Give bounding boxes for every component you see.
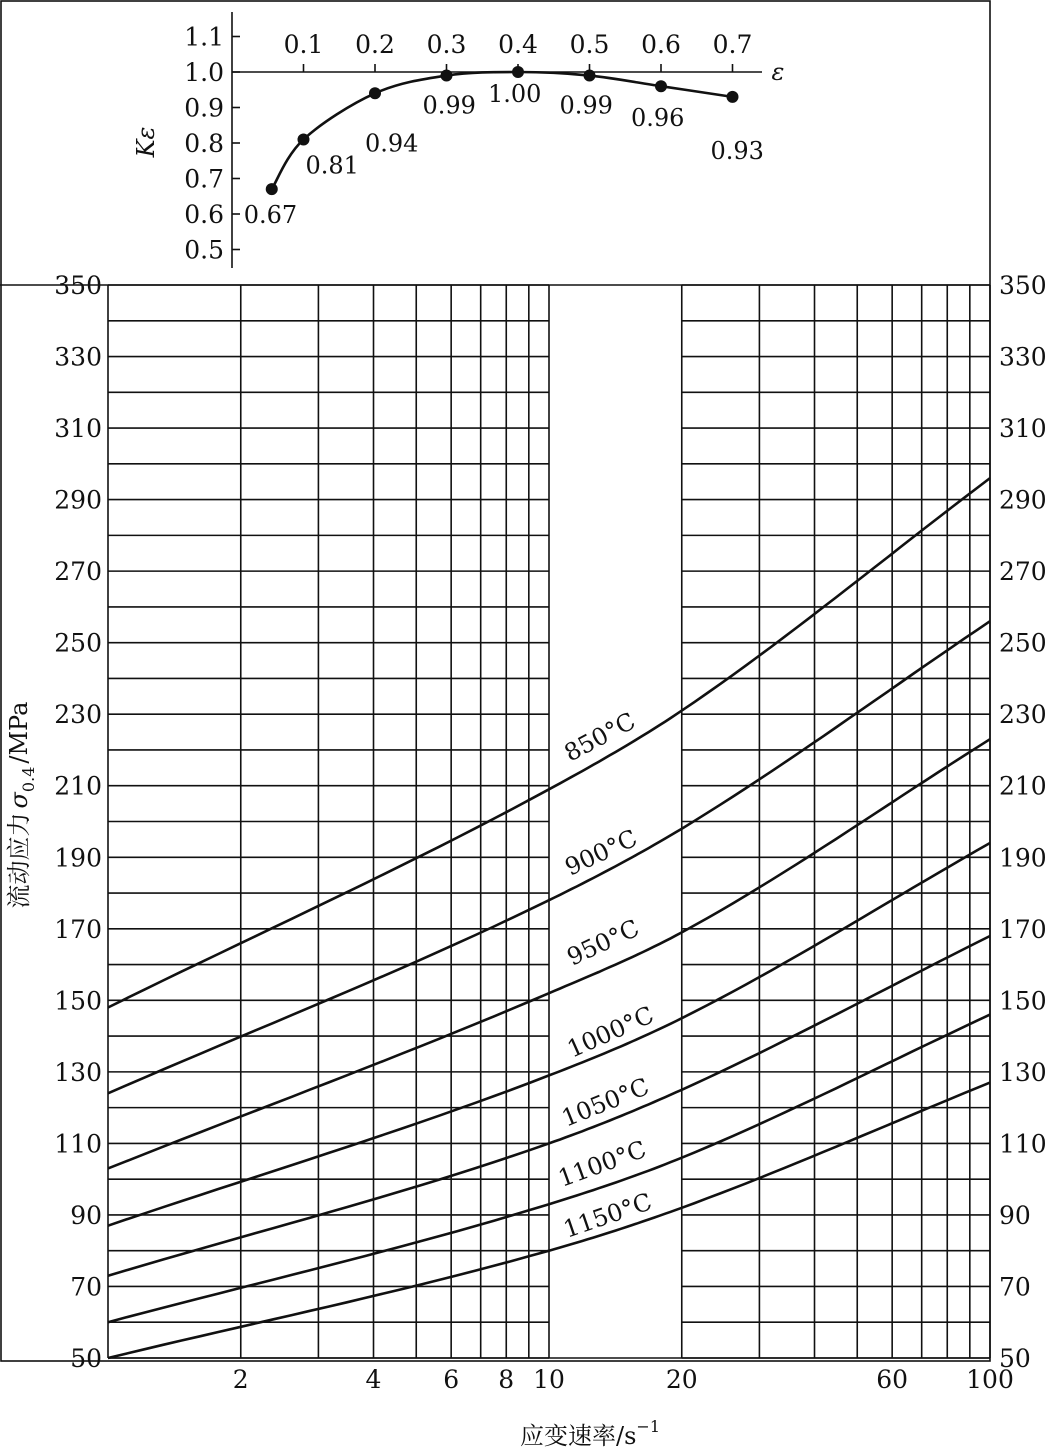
y-tick-label-right: 150 bbox=[999, 986, 1047, 1016]
x-tick-label: 10 bbox=[533, 1365, 565, 1394]
y-tick-label-left: 130 bbox=[54, 1057, 102, 1087]
inset-y-tick-label: 0.6 bbox=[184, 200, 224, 229]
y-tick-label-left: 310 bbox=[54, 414, 102, 444]
x-tick-label: 8 bbox=[498, 1365, 515, 1394]
series-label: 1050°C bbox=[557, 1072, 654, 1133]
inset-x-tick-label: 0.6 bbox=[641, 30, 681, 59]
x-axis-title bbox=[520, 1417, 660, 1450]
inset-x-tick-label: 0.2 bbox=[355, 30, 395, 59]
chart-frame bbox=[1, 1, 990, 1361]
x-tick-label: 2 bbox=[232, 1365, 249, 1394]
inset-data-label: 0.96 bbox=[631, 104, 685, 133]
y-tick-label-left: 190 bbox=[54, 843, 102, 873]
inset-x-tick-label: 0.4 bbox=[498, 30, 538, 59]
y-tick-label-right: 270 bbox=[999, 557, 1047, 587]
y-tick-label-left: 330 bbox=[54, 342, 102, 372]
inset-data-point bbox=[727, 91, 739, 103]
series-label: 1000°C bbox=[563, 1000, 658, 1064]
y-tick-label-left: 270 bbox=[54, 557, 102, 587]
y-tick-label-left: 210 bbox=[54, 771, 102, 801]
y-tick-label-right: 250 bbox=[999, 628, 1047, 658]
x-tick-label: 60 bbox=[876, 1365, 909, 1394]
series-label: 850°C bbox=[559, 706, 641, 768]
y-tick-label-right: 310 bbox=[999, 414, 1047, 444]
y-tick-label-left: 350 bbox=[54, 271, 102, 300]
x-tick-label: 6 bbox=[443, 1365, 460, 1394]
series-label: 1100°C bbox=[554, 1135, 650, 1193]
y-tick-label-right: 110 bbox=[999, 1129, 1047, 1159]
inset-y-axis-title: Kε bbox=[132, 126, 160, 158]
inset-data-point bbox=[512, 66, 524, 78]
inset-data-label: 0.81 bbox=[305, 151, 359, 180]
y-tick-label-right: 170 bbox=[999, 914, 1047, 944]
inset-data-point bbox=[655, 80, 667, 92]
inset-y-tick-label: 0.9 bbox=[184, 93, 224, 123]
y-axis-title bbox=[5, 702, 38, 909]
x-axis-title-main: 应变速率/s bbox=[520, 1422, 637, 1450]
inset-data-label: 1.00 bbox=[488, 80, 542, 108]
y-tick-label-left: 110 bbox=[54, 1129, 102, 1159]
inset-y-tick-label: 0.5 bbox=[184, 235, 224, 265]
series-label: 950°C bbox=[562, 913, 644, 972]
inset-x-axis-title: ε bbox=[771, 58, 785, 86]
inset-data-label: 0.99 bbox=[422, 91, 476, 120]
y-tick-label-right: 70 bbox=[999, 1272, 1031, 1302]
x-axis-title-sup: −1 bbox=[636, 1417, 660, 1436]
y-tick-label-left: 70 bbox=[70, 1272, 102, 1302]
y-tick-label-right: 210 bbox=[999, 771, 1047, 801]
y-tick-label-left: 150 bbox=[54, 986, 102, 1016]
y-tick-label-right: 190 bbox=[999, 843, 1047, 873]
y-tick-label-left: 250 bbox=[54, 628, 102, 658]
inset-data-point bbox=[266, 183, 278, 195]
y-tick-label-right: 50 bbox=[999, 1344, 1031, 1373]
inset-y-tick-label: 0.8 bbox=[184, 129, 224, 158]
k-epsilon-inset bbox=[132, 12, 784, 268]
y-tick-label-left: 170 bbox=[54, 914, 102, 944]
y-tick-label-left: 290 bbox=[54, 485, 102, 515]
y-axis-title-symbol: σ bbox=[5, 792, 33, 809]
x-tick-label: 20 bbox=[665, 1365, 698, 1394]
y-tick-label-right: 90 bbox=[999, 1200, 1031, 1230]
y-axis-title-unit: /MPa bbox=[5, 701, 33, 764]
inset-data-point bbox=[298, 133, 310, 145]
inset-data-label: 0.99 bbox=[559, 91, 613, 120]
inset-data-point bbox=[584, 70, 596, 82]
flow-stress-plot bbox=[0, 271, 1047, 1450]
series-label: 900°C bbox=[560, 823, 642, 882]
y-tick-label-right: 330 bbox=[999, 342, 1047, 372]
y-tick-label-right: 230 bbox=[999, 700, 1047, 730]
x-tick-label: 100 bbox=[966, 1365, 1014, 1394]
y-tick-label-left: 50 bbox=[70, 1344, 102, 1373]
y-tick-label-right: 350 bbox=[999, 271, 1047, 300]
x-tick-label: 4 bbox=[365, 1365, 382, 1394]
inset-x-tick-label: 0.1 bbox=[283, 30, 324, 59]
y-tick-label-right: 130 bbox=[999, 1057, 1047, 1087]
inset-data-label: 0.94 bbox=[365, 129, 419, 158]
inset-data-label: 0.67 bbox=[243, 201, 298, 230]
inset-x-tick-label: 0.7 bbox=[712, 30, 753, 59]
inset-data-point bbox=[369, 87, 381, 99]
inset-y-tick-label: 1.0 bbox=[184, 58, 224, 87]
y-tick-label-left: 230 bbox=[54, 700, 102, 730]
inset-y-tick-label: 1.1 bbox=[184, 22, 224, 52]
series-label: 1150°C bbox=[559, 1187, 656, 1244]
inset-y-tick-label: 0.7 bbox=[184, 164, 224, 194]
inset-data-label: 0.93 bbox=[710, 136, 764, 165]
y-axis-title-sub: 0.4 bbox=[19, 766, 38, 793]
y-axis-title-main: 流动应力 bbox=[5, 812, 33, 909]
inset-x-tick-label: 0.5 bbox=[569, 30, 610, 59]
y-tick-label-right: 290 bbox=[999, 485, 1047, 515]
inset-x-tick-label: 0.3 bbox=[426, 30, 467, 59]
inset-data-point bbox=[441, 70, 453, 82]
y-tick-label-left: 90 bbox=[70, 1200, 102, 1230]
